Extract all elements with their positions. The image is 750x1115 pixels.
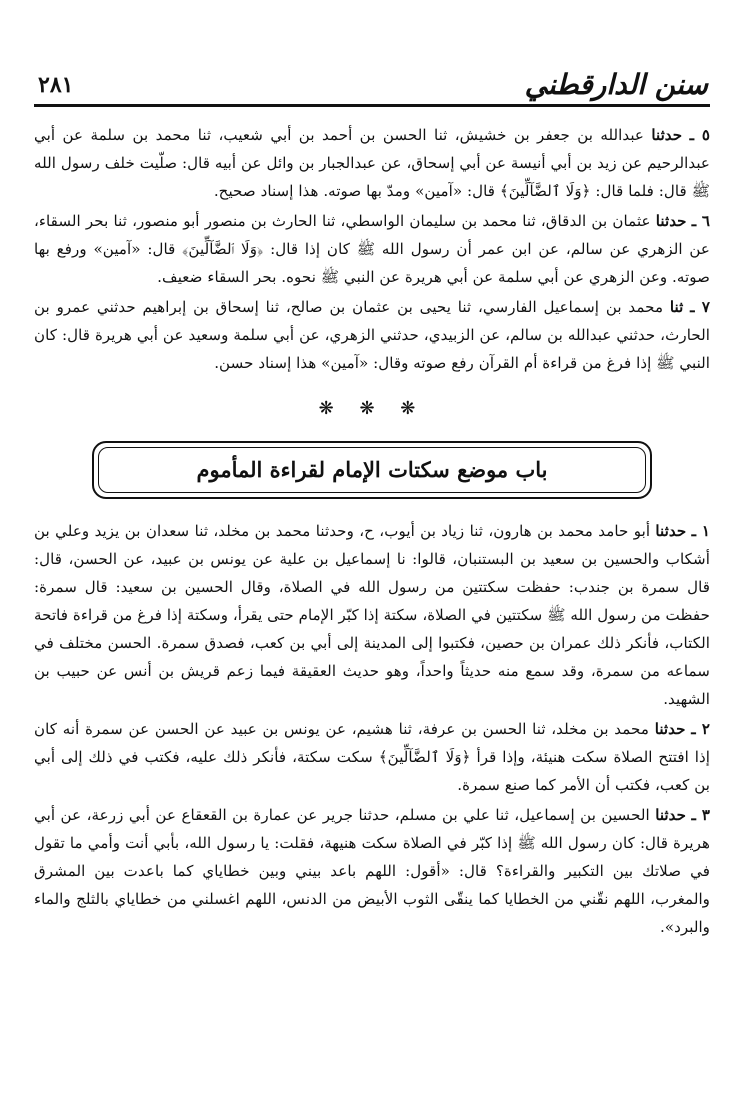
hadith-text: محمد بن مخلد، ثنا الحسن بن عرفة، ثنا هشيم، عن يونس بن عبيد عن الحسن عن سمرة أنه كان إذا افتتح الصلاة سكت هنيئة، وإذا قرأ ﴿وَلَا ٱلضَّآلِّينَ﴾ سكت سكتة، فأنكر ذلك عليه، فكتب في ذلك إلى أبي بن كعب، فكتب أن الأمر كما صنع سمرة. (34, 720, 710, 794)
hadith-number: ٢ ـ (691, 720, 710, 738)
hadith-paragraph (34, 715, 710, 799)
hadith-lead: حدثنا (655, 212, 687, 230)
hadith-text: عبدالله بن جعفر بن خشيش، ثنا الحسن بن أحمد بن أبي شعيب، ثنا محمد بن سلمة عن أبي عبدالرحيم عن زيد بن أبي أنيسة عن أبي إسحاق، عن عبدالجبار بن وائل عن أبيه قال: صلّيت خلف رسول الله ﷺ قال: فلما قال: ﴿وَلَا ٱلضَّآلِّينَ﴾ قال: «آمين» ومدّ بها صوته. هذا إسناد صحيح. (34, 126, 710, 200)
hadith-paragraph (34, 517, 710, 713)
hadith-lead: حدثنا (655, 522, 687, 540)
hadith-text: محمد بن إسماعيل الفارسي، ثنا يحيى بن عثمان بن صالح، ثنا إسحاق بن إبراهيم حدثني عمرو بن الحارث، حدثني عبدالله بن سالم، عن الزبيدي، حدثني الزهري، عن أبي سلمة وسعيد عن أبي هريرة قال: كان النبي ﷺ إذا فرغ من قراءة أم القرآن رفع صوته وقال: «آمين» هذا إسناد حسن. (34, 298, 710, 372)
page-number: ٢٨١ (38, 72, 74, 98)
hadith-text: الحسين بن إسماعيل، ثنا علي بن مسلم، حدثنا جرير عن عمارة بن القعقاع عن أبي زرعة، عن أبي هريرة قال: كان رسول الله ﷺ إذا كبّر في الصلاة سكت هنيهة، فقلت: يا رسول الله، بأبي أنت وأمي ما تقول في صلاتك بين التكبير والقراءة؟ قال: «أقول: اللهم باعد بيني وبين خطاياي كما باعدت بين المشرق والمغرب، اللهم نقّني من الخطايا كما ينقّى الثوب الأبيض من الدنس، اللهم اغسلني من خطاياي بالثلج والماء والبرد». (34, 806, 710, 936)
section-separator: ❋ ❋ ❋ (318, 398, 426, 419)
hadith-paragraph (34, 121, 710, 205)
hadith-lead: ثنا (669, 298, 684, 316)
hadith-number: ٧ ـ (690, 298, 710, 316)
hadith-lead: حدثنا (651, 126, 683, 144)
page-header (34, 70, 710, 107)
hadith-paragraph (34, 801, 710, 941)
hadith-number: ٣ ـ (691, 806, 710, 824)
book-title: سنن الدارقطني (524, 68, 708, 101)
hadith-lead: حدثنا (655, 806, 686, 824)
chapter-title: باب موضع سكتات الإمام لقراءة المأموم (98, 447, 646, 493)
chapter-heading-frame (92, 441, 652, 499)
hadith-paragraph (34, 207, 710, 291)
hadith-text: عثمان بن الدقاق، ثنا محمد بن سليمان الواسطي، ثنا الحارث بن منصور أبو منصور، ثنا بحر السقاء، عن الزهري عن سالم، عن ابن عمر أن رسول الله ﷺ كان إذا قال: ﴿وَلَا ٱلضَّآلِّينَ﴾ قال: «آمين» ورفع بها صوته. وعن الزهري عن أبي سلمة عن أبي هريرة عن النبي ﷺ نحوه. بحر السقاء ضعيف. (34, 212, 710, 286)
hadith-number: ٥ ـ (689, 126, 711, 144)
hadith-lead: حدثنا (654, 720, 686, 738)
hadith-text: أبو حامد محمد بن هارون، ثنا زياد بن أيوب، ح، وحدثنا محمد بن مخلد، ثنا سعدان بن يزيد وعلي بن أشكاب والحسين بن سعيد بن البستنبان، قالوا: نا إسماعيل بن علية عن يونس بن عبيد، عن الحسن، قال: قال سمرة بن جندب: حفظت سكتتين من رسول الله في الصلاة، وقال الحسين بن سعيد: قال سمرة: حفظت من رسول الله ﷺ سكتتين في الصلاة، سكتة إذا كبّر الإمام حتى يقرأ، وسكتة إذا فرغ من قراءة فاتحة الكتاب، فأنكر ذلك عمران بن حصين، فكتبوا إلى المدينة إلى أبي بن كعب، فصدق سمرة. الحسن مختلف في سماعه من سمرة، وقد سمع منه حديثاً واحداً، وهو حديث العقيقة فيما زعم قريش بن أنس عن حبيب بن الشهيد. (34, 522, 710, 708)
hadith-number: ٦ ـ (691, 212, 710, 230)
hadith-paragraph (34, 293, 710, 377)
book-page (34, 70, 710, 943)
page-body (34, 121, 710, 941)
hadith-number: ١ ـ (691, 522, 711, 540)
